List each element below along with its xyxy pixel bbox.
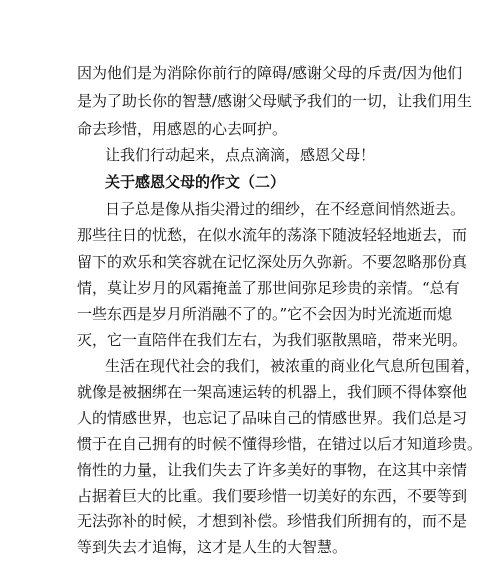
- text-line: 惰性的力量，让我们失去了许多美好的事物，在这其中亲情: [77, 461, 468, 479]
- text-line: 日子总是像从指尖滑过的细纱，在不经意间悄然逝去。: [105, 200, 466, 218]
- text-line: 就像是被捆绑在一架高速运转的机器上，我们顾不得体察他: [77, 383, 468, 401]
- text-line: 一些东西是岁月所消融不了的。”它不会因为时光流逝而熄: [77, 305, 453, 323]
- text-line: 那些往日的忧愁，在似水流年的荡涤下随波轻轻地逝去，而: [77, 226, 468, 244]
- text-line: 人的情感世界，也忘记了品味自己的情感世界。我们总是习: [77, 409, 468, 427]
- text-line: 让我们行动起来，点点滴滴，感恩父母！: [105, 146, 376, 164]
- text-line: 无法弥补的时候，才想到补偿。珍惜我们所拥有的，而不是: [77, 512, 468, 530]
- text-line: 惯于在自己拥有的时候不懂得珍惜，在错过以后才知道珍贵。: [77, 435, 483, 453]
- text-line: 灭，它一直陪伴在我们左右，为我们驱散黑暗，带来光明。: [77, 331, 468, 349]
- section-heading: 关于感恩父母的作文（二）: [105, 173, 286, 191]
- text-line: 因为他们是为消除你前行的障碍/感谢父母的斥责/因为他们: [77, 64, 463, 82]
- text-line: 命去珍惜，用感恩的心去呵护。: [77, 120, 288, 138]
- text-line: 留下的欢乐和笑容就在记忆深处历久弥新。不要忽略那份真: [77, 253, 468, 271]
- text-line: 生活在现代社会的我们，被浓重的商业化气息所包围着，: [105, 357, 481, 375]
- text-line: 占据着巨大的比重。我们要珍惜一切美好的东西，不要等到: [77, 487, 468, 505]
- text-line: 是为了助长你的智慧/感谢父母赋予我们的一切，让我们用生: [77, 92, 473, 110]
- text-line: 情，莫让岁月的风霜掩盖了那世间弥足珍贵的亲情。“总有: [77, 279, 460, 297]
- text-line: 等到失去才追悔，这才是人生的大智慧。: [77, 538, 348, 556]
